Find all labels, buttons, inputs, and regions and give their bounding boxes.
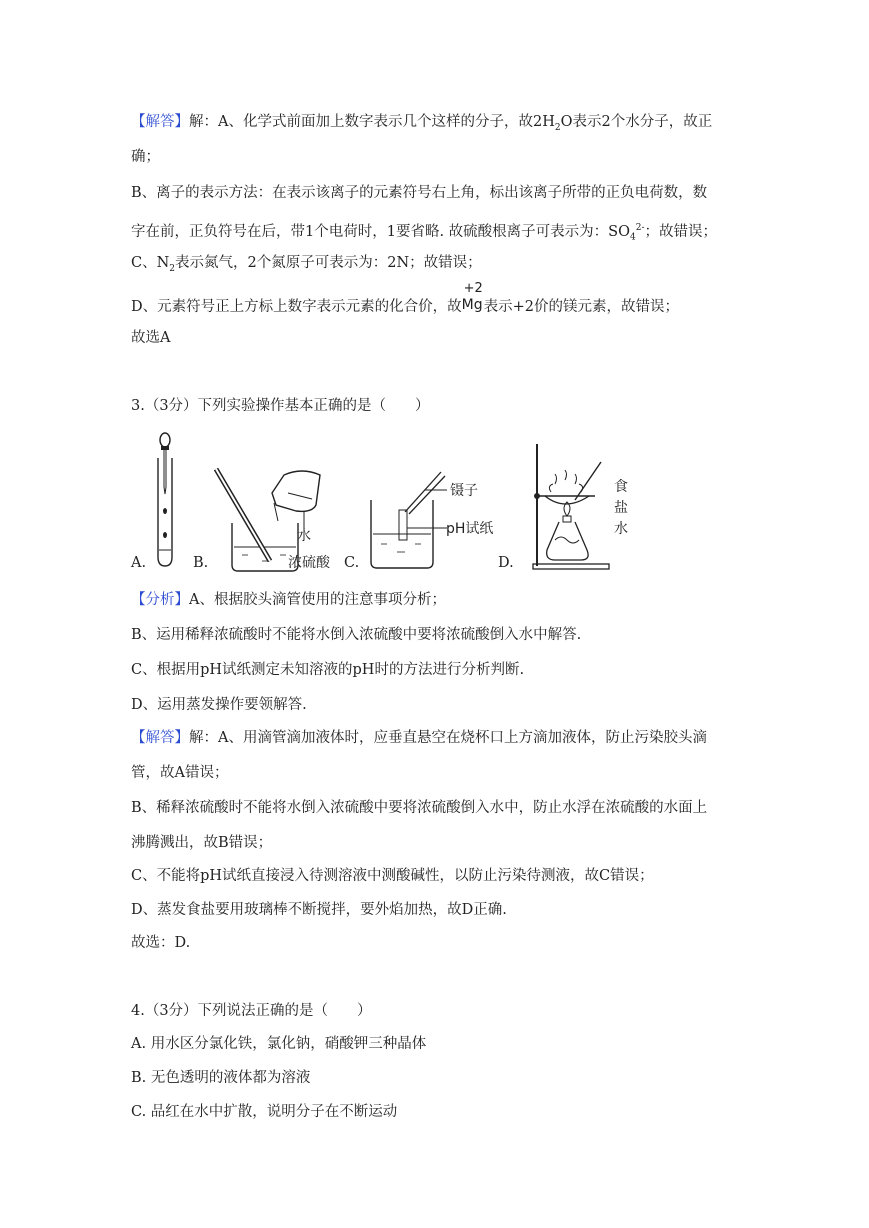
analysis-line-3: C、根据用pH试纸测定未知溶液的pH时的方法进行分析判断. (131, 662, 525, 678)
q3-answer-line-4: 沸腾溅出，故B错误； (131, 835, 273, 851)
label-salt-3: 水 (614, 521, 628, 537)
question-4: 4.（3分）下列说法正确的是（ ） (131, 1003, 372, 1019)
evaporation-figure (515, 440, 615, 575)
answer-line-1: 【解答】解：A、化学式前面加上数字表示几个这样的分子，故$2H_2O$表示2个水分子，故正 (131, 114, 713, 133)
answer-line-7: 故选A (131, 330, 171, 346)
q4-option-c: C. 品红在水中扩散，说明分子在不断运动 (131, 1104, 398, 1120)
q3-answer-line-1: 【解答】解：A、用滴管滴加液体时，应垂直悬空在烧杯口上方滴加液体，防止污染胶头滴 (131, 730, 707, 746)
option-b-label: B. (193, 555, 209, 571)
answer-tag: 【解答】 (131, 730, 189, 746)
analysis-line-1: 【分析】A、根据胶头滴管使用的注意事项分析； (131, 592, 446, 608)
answer-tag: 【解答】 (131, 114, 189, 130)
q3-answer-line-2: 管，故A错误； (131, 765, 229, 781)
q4-option-b: B. 无色透明的液体都为溶液 (131, 1070, 311, 1086)
label-acid: 浓硫酸 (288, 555, 330, 571)
answer-line-5: C、$N_2$表示氮气，2个氮原子可表示为：2N；故错误； (131, 255, 482, 274)
option-d-label: D. (498, 555, 514, 571)
answer-line-6: D、元素符号正上方标上数字表示元素的化合价，故 +2 Mg 表示+2价的镁元素，故错误； (131, 281, 679, 315)
label-water: 水 (297, 528, 311, 544)
analysis-line-2: B、运用稀释浓硫酸时不能将水倒入浓硫酸中要将浓硫酸倒入水中解答. (131, 627, 582, 643)
q3-answer-line-5: C、不能将pH试纸直接浸入待测溶液中测酸碱性，以防止污染待测液，故C错误； (131, 868, 654, 884)
label-ph-paper: pH试纸 (446, 521, 494, 537)
answer-line-4: 字在前，正负符号在后，带1个电荷时，1要省略. 故硫酸根离子可表示为：$SO_4^{2-}$；故错误； (131, 223, 718, 243)
answer-line-3: B、离子的表示方法：在表示该离子的元素符号右上角，标出该离子所带的正负电荷数，数 (131, 185, 708, 201)
label-tweezers: 镊子 (450, 483, 478, 499)
dropper-test-tube-figure (150, 432, 186, 572)
question-3: 3.（3分）下列实验操作基本正确的是（ ） (131, 398, 430, 414)
label-salt-2: 盐 (614, 500, 628, 516)
analysis-tag: 【分析】 (131, 592, 189, 608)
label-salt-1: 食 (614, 479, 628, 495)
option-c-label: C. (344, 555, 360, 571)
q3-answer-line-3: B、稀释浓硫酸时不能将水倒入浓硫酸中要将浓硫酸倒入水中，防止水浮在浓硫酸的水面上 (131, 800, 708, 816)
option-a-label: A. (131, 555, 147, 571)
mg-valence: +2 Mg (461, 281, 483, 313)
q3-answer-line-7: 故选：D. (131, 935, 191, 951)
q4-option-a: A. 用水区分氯化铁，氯化钠，硝酸钾三种晶体 (131, 1036, 427, 1052)
analysis-line-4: D、运用蒸发操作要领解答. (131, 697, 307, 713)
q3-answer-line-6: D、蒸发食盐要用玻璃棒不断搅拌，要外焰加热，故D正确. (131, 902, 507, 918)
ph-paper-figure (365, 470, 455, 570)
answer-line-2: 确； (131, 149, 160, 165)
